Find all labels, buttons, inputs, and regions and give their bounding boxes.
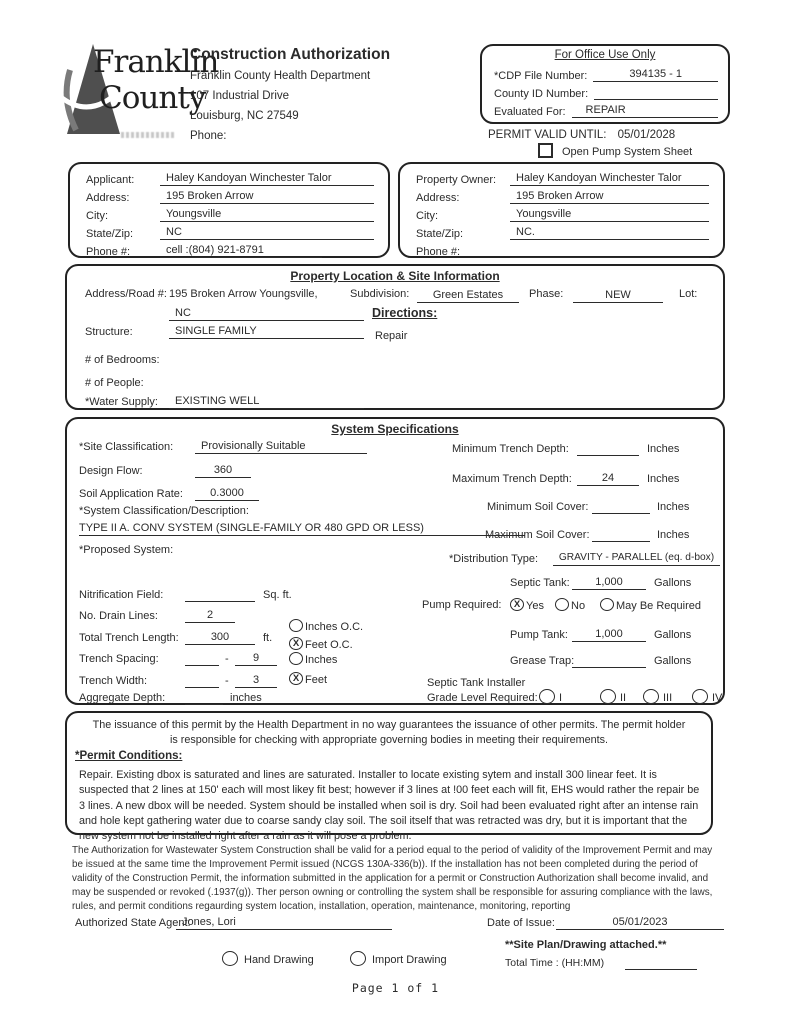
form-title: Construction Authorization xyxy=(190,46,391,63)
owner-phone-field[interactable] xyxy=(510,243,709,258)
office-use-title: For Office Use Only xyxy=(554,49,656,61)
septic-tank-unit: Gallons xyxy=(654,577,692,589)
nitrification-field-label: Nitrification Field: xyxy=(79,589,164,601)
pump-required-yes-radio[interactable] xyxy=(510,598,524,611)
pump-required-maybe-label: May Be Required xyxy=(616,600,701,612)
authorized-agent-label: Authorized State Agent: xyxy=(75,917,191,929)
phase-field[interactable]: NEW xyxy=(573,288,663,303)
trench-width-label: Trench Width: xyxy=(79,675,148,687)
department-name: Franklin County Health Department xyxy=(190,70,371,82)
water-supply-label: *Water Supply: xyxy=(85,396,158,408)
cdp-file-number-label: *CDP File Number: xyxy=(494,70,588,82)
site-classification-label: *Site Classification: xyxy=(79,441,174,453)
permit-notice-line2: is responsible for checking with appropriate governing bodies in meeting their requirements. xyxy=(169,734,609,746)
min-trench-depth-label: Minimum Trench Depth: xyxy=(452,443,569,455)
owner-statezip-field[interactable]: NC. xyxy=(510,225,709,240)
owner-statezip-label: State/Zip: xyxy=(416,228,464,240)
aggregate-depth-unit: inches xyxy=(230,692,262,704)
applicant-city-label: City: xyxy=(86,210,108,222)
trench-spacing-field-min[interactable] xyxy=(185,651,219,666)
max-trench-depth-field[interactable]: 24 xyxy=(577,471,639,486)
property-owner-box xyxy=(398,162,725,258)
feet-oc-radio[interactable] xyxy=(289,637,303,650)
x-mark: X xyxy=(292,637,300,649)
min-soil-cover-unit: Inches xyxy=(657,501,690,513)
inches-oc-label: Inches O.C. xyxy=(305,621,364,633)
total-time-label: Total Time : (HH:MM) xyxy=(505,957,605,969)
site-plan-note: **Site Plan/Drawing attached.** xyxy=(505,939,667,951)
grade-1-radio[interactable] xyxy=(539,689,555,704)
cdp-file-number-field[interactable]: 394135 - 1 xyxy=(593,67,718,82)
grade-2-label: II xyxy=(620,692,627,704)
trench-length-label: Total Trench Length: xyxy=(79,632,179,644)
lot-label: Lot: xyxy=(679,288,698,300)
total-time-field[interactable] xyxy=(625,955,697,970)
hand-drawing-label: Hand Drawing xyxy=(244,954,314,966)
width-feet-radio[interactable] xyxy=(289,672,303,685)
logo-text-line1: Franklin xyxy=(93,44,219,80)
applicant-phone-field[interactable]: cell :(804) 921-8791 xyxy=(160,243,322,258)
applicant-box xyxy=(68,162,390,258)
pump-tank-unit: Gallons xyxy=(654,629,692,641)
pump-required-no-radio[interactable] xyxy=(555,598,569,611)
authorization-legal-text: The Authorization for Wastewater System Construction shall be valid for a period equal to the period of validity of the Improvement Permit and may be issued at the same time the Improvement Permit issued (NCGS 130A-336(b)). If the installation has not been completed during the period of validity of the Construction Permit, the information submitted in the application for a permit or Construction Authorization shall become invalid, and may be suspended or revoked (.1937(g)). Ther person owning or controlling the system shall be responsible for assuring compliance with the laws, rules, and permit conditions regaurding system location, installation, operation, maintenance, monitoring, reporting xyxy=(72,845,713,913)
authorized-agent-field[interactable]: Jones, Lori xyxy=(176,915,392,930)
pump-required-label: Pump Required: xyxy=(422,599,502,611)
aggregate-depth-field[interactable] xyxy=(185,690,223,705)
evaluated-for-label: Evaluated For: xyxy=(494,106,566,118)
applicant-city-field[interactable]: Youngsville xyxy=(160,207,374,222)
address-road-line1[interactable]: 195 Broken Arrow Youngsville, xyxy=(169,288,318,300)
inches-oc-radio[interactable] xyxy=(289,619,303,632)
trench-spacing-dash: - xyxy=(225,653,229,665)
owner-city-field[interactable]: Youngsville xyxy=(510,207,709,222)
permit-conditions-box xyxy=(65,711,713,843)
property-location-box xyxy=(65,264,725,410)
min-trench-unit: Inches xyxy=(647,443,680,455)
address-road-line2[interactable]: NC xyxy=(169,306,364,321)
date-of-issue-field[interactable]: 05/01/2023 xyxy=(556,915,724,930)
applicant-name-field[interactable]: Haley Kandoyan Winchester Talor xyxy=(160,171,374,186)
grade-4-radio[interactable] xyxy=(692,689,708,704)
people-label: # of People: xyxy=(85,377,144,389)
owner-city-label: City: xyxy=(416,210,438,222)
spacing-inches-radio[interactable] xyxy=(289,652,303,665)
phase-label: Phase: xyxy=(529,288,564,300)
pump-required-maybe-radio[interactable] xyxy=(600,598,614,611)
system-specifications-box xyxy=(65,417,725,705)
system-section-title: System Specifications xyxy=(331,422,459,436)
design-flow-field[interactable]: 360 xyxy=(195,463,251,478)
soil-rate-field[interactable]: 0.3000 xyxy=(195,486,259,501)
county-id-label: County ID Number: xyxy=(494,88,589,100)
pump-tank-field[interactable]: 1,000 xyxy=(572,627,646,642)
permit-valid-label: PERMIT VALID UNTIL: xyxy=(488,129,607,141)
applicant-statezip-field[interactable]: NC xyxy=(160,225,374,240)
permit-notice-line1: The issuance of this permit by the Health Department in no way guarantees the issuance of other permits. The permit holder xyxy=(92,719,686,731)
min-trench-depth-field[interactable] xyxy=(577,441,639,456)
applicant-address-label: Address: xyxy=(86,192,130,204)
trench-length-unit: ft. xyxy=(263,632,273,644)
address-road-label: Address/Road #: xyxy=(85,288,167,300)
structure-field[interactable]: SINGLE FAMILY xyxy=(169,324,364,339)
distribution-type-field[interactable]: GRAVITY - PARALLEL (eq. d-box) xyxy=(553,551,720,566)
evaluated-for-field[interactable]: REPAIR xyxy=(572,103,718,118)
feet-oc-label: Feet O.C. xyxy=(305,639,353,651)
pump-required-no-label: No xyxy=(571,600,586,612)
permit-conditions-text: Repair. Existing dbox is saturated and lines are saturated. Installer to locate existing sytem and install 300 linear feet. It is suspected that 2 lines at 150' each will most likey fit best; however if 3 lines at !00 feet each will fit, EHS would rather the repair be 3 lines. A new dbox will be needed. System should be installed when soil is dry. Soil had been evaluated right after an intense rain and hole kept gathering water due to coarse sandy clay soil. The soil itself that was retracted was dry, but it is important that the new system not be installed right after a rain as it will pose a problem. xyxy=(79,769,700,843)
subdivision-field[interactable]: Green Estates xyxy=(417,288,519,303)
grade-1-label: I xyxy=(559,692,563,704)
trench-width-dash: - xyxy=(225,675,229,687)
property-section-title: Property Location & Site Information xyxy=(290,269,500,283)
import-drawing-radio[interactable] xyxy=(350,951,366,966)
hand-drawing-radio[interactable] xyxy=(222,951,238,966)
septic-tank-field[interactable]: 1,000 xyxy=(572,575,646,590)
x-mark: X xyxy=(292,672,300,684)
grease-trap-field[interactable] xyxy=(572,653,646,668)
directions-label: Directions: xyxy=(372,306,438,320)
x-mark: X xyxy=(513,598,521,610)
applicant-address-field[interactable]: 195 Broken Arrow xyxy=(160,189,374,204)
trench-length-field[interactable]: 300 xyxy=(185,630,255,645)
applicant-statezip-label: State/Zip: xyxy=(86,228,134,240)
system-classification-field[interactable]: TYPE II A. CONV SYSTEM (SINGLE-FAMILY OR 480 GPD OR LESS) xyxy=(79,521,525,536)
nitrification-unit: Sq. ft. xyxy=(263,589,292,601)
max-soil-cover-label: Maximum Soil Cover: xyxy=(485,529,590,541)
pump-tank-label: Pump Tank: xyxy=(510,629,568,641)
applicant-phone-label: Phone #: xyxy=(86,246,131,258)
date-of-issue-label: Date of Issue: xyxy=(487,917,555,929)
open-pump-system-checkbox[interactable] xyxy=(538,143,553,158)
site-classification-field[interactable]: Provisionally Suitable xyxy=(195,439,367,454)
permit-valid-date: 05/01/2028 xyxy=(617,129,676,141)
distribution-type-label: *Distribution Type: xyxy=(449,553,539,565)
import-drawing-label: Import Drawing xyxy=(372,954,447,966)
spacing-inches-label: Inches xyxy=(305,654,338,666)
trench-spacing-field-max[interactable]: 9 xyxy=(235,651,277,666)
applicant-label: Applicant: xyxy=(86,174,135,186)
drain-lines-field[interactable]: 2 xyxy=(185,608,235,623)
max-soil-cover-field[interactable] xyxy=(592,527,650,542)
grease-trap-label: Grease Trap: xyxy=(510,655,575,667)
owner-name-field[interactable]: Haley Kandoyan Winchester Talor xyxy=(510,171,709,186)
aggregate-depth-label: Aggregate Depth: xyxy=(79,692,166,704)
phone-label: Phone: xyxy=(190,130,227,142)
trench-width-field-max[interactable]: 3 xyxy=(235,673,277,688)
subdivision-label: Subdivision: xyxy=(350,288,410,300)
owner-phone-label: Phone #: xyxy=(416,246,461,258)
min-soil-cover-field[interactable] xyxy=(592,499,650,514)
owner-address-field[interactable]: 195 Broken Arrow xyxy=(510,189,709,204)
max-soil-cover-unit: Inches xyxy=(657,529,690,541)
owner-address-label: Address: xyxy=(416,192,460,204)
open-pump-system-label: Open Pump System Sheet xyxy=(562,146,693,158)
proposed-system-label: *Proposed System: xyxy=(79,544,174,556)
nitrification-field[interactable] xyxy=(185,587,255,602)
grade-3-label: III xyxy=(663,692,673,704)
installer-label-line1: Septic Tank Installer xyxy=(427,677,526,689)
pump-required-yes-label: Yes xyxy=(526,600,544,612)
trench-width-field-min[interactable] xyxy=(185,673,219,688)
soil-rate-label: Soil Application Rate: xyxy=(79,488,183,500)
system-classification-label: *System Classification/Description: xyxy=(79,505,249,517)
max-trench-depth-label: Maximum Trench Depth: xyxy=(452,473,572,485)
department-city: Louisburg, NC 27549 xyxy=(190,110,299,122)
logo-text-line2: County xyxy=(99,80,206,116)
width-feet-label: Feet xyxy=(305,674,328,686)
permit-conditions-label: *Permit Conditions: xyxy=(75,750,183,762)
drain-lines-label: No. Drain Lines: xyxy=(79,610,158,622)
min-soil-cover-label: Minimum Soil Cover: xyxy=(487,501,589,513)
septic-tank-label: Septic Tank: xyxy=(510,577,570,589)
design-flow-label: Design Flow: xyxy=(79,465,143,477)
grade-4-label: IV xyxy=(712,692,723,704)
owner-label: Property Owner: xyxy=(416,174,497,186)
page-number: Page 1 of 1 xyxy=(351,981,440,995)
grade-2-radio[interactable] xyxy=(600,689,616,704)
max-trench-unit: Inches xyxy=(647,473,680,485)
structure-label: Structure: xyxy=(85,326,133,338)
grade-3-radio[interactable] xyxy=(643,689,659,704)
logo-tagline xyxy=(121,132,175,138)
directions-value[interactable]: Repair xyxy=(375,330,408,342)
installer-label-line2: Grade Level Required: xyxy=(427,692,538,704)
office-use-box xyxy=(480,44,730,124)
bedrooms-label: # of Bedrooms: xyxy=(85,354,160,366)
trench-spacing-label: Trench Spacing: xyxy=(79,653,159,665)
county-id-field[interactable] xyxy=(594,85,718,100)
water-supply-field[interactable]: EXISTING WELL xyxy=(169,394,364,409)
department-street: 107 Industrial Drive xyxy=(190,90,290,102)
grease-trap-unit: Gallons xyxy=(654,655,692,667)
